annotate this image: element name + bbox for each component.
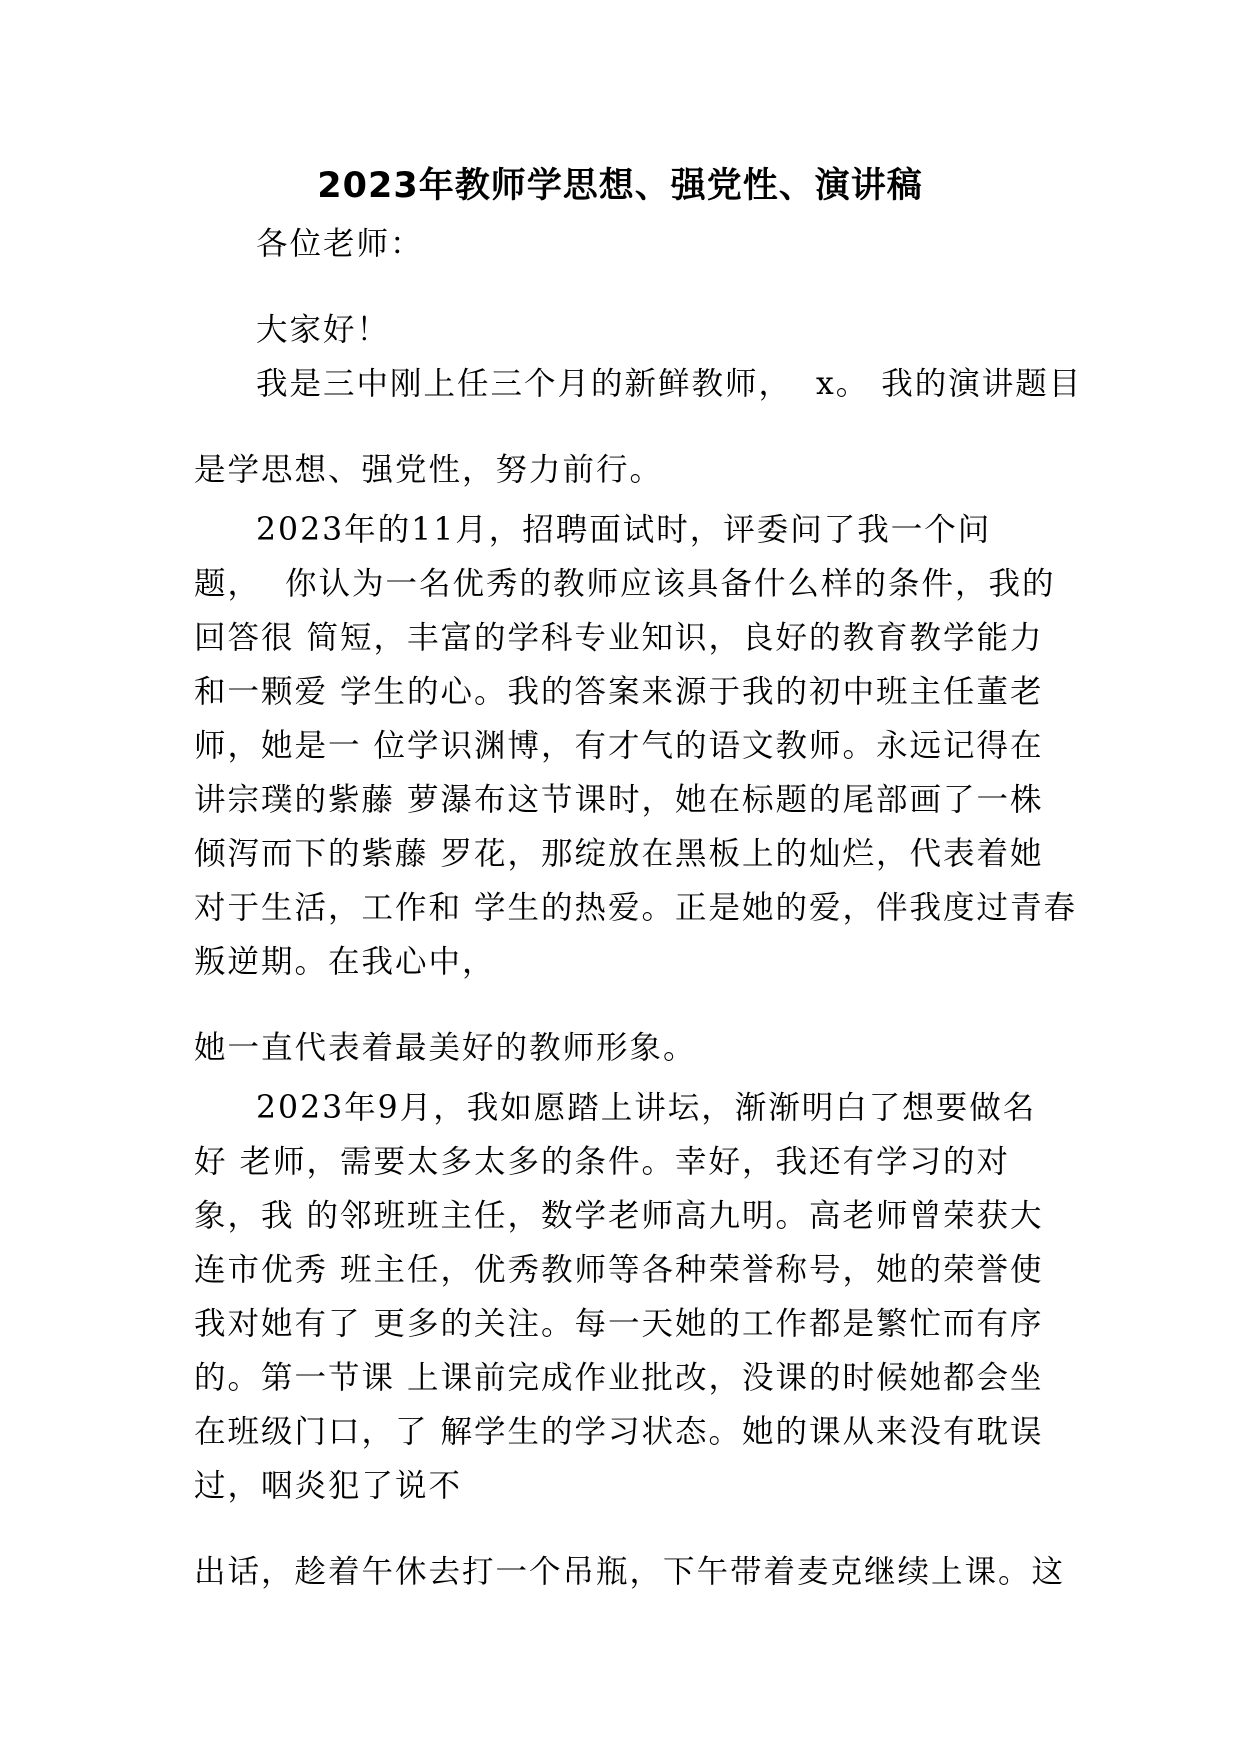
paragraph-line: 2023年的11月，招聘面试时，评委问了我一个问 xyxy=(256,512,992,548)
paragraph-line: 对于生活，工作和 学生的热爱。正是她的爱，伴我度过青春 xyxy=(194,890,1078,926)
paragraph-line: 在班级门口，了 解学生的学习状态。她的课从来没有耽误 xyxy=(194,1414,1044,1450)
paragraph-line: 叛逆期。在我心中， xyxy=(194,944,496,980)
paragraph-line: 过，咽炎犯了说不 xyxy=(194,1468,463,1504)
paragraph-line: 的。第一节课 上课前完成作业批改，没课的时候她都会坐 xyxy=(194,1360,1044,1396)
paragraph-line: 是学思想、强党性，努力前行。 xyxy=(194,452,664,488)
salutation-line: 各位老师： xyxy=(256,226,424,262)
paragraph-line: 讲宗璞的紫藤 萝瀑布这节课时，她在标题的尾部画了一株 xyxy=(194,782,1044,818)
paragraph-line: 象，我 的邻班班主任，数学老师高九明。高老师曾荣获大 xyxy=(194,1198,1044,1234)
paragraph-line: 出话，趁着午休去打一个吊瓶，下午带着麦克继续上课。这 xyxy=(194,1554,1066,1590)
paragraph-line: 和一颗爱 学生的心。我的答案来源于我的初中班主任董老 xyxy=(194,674,1044,710)
paragraph-line: 她一直代表着最美好的教师形象。 xyxy=(194,1030,697,1066)
paragraph-line: 师，她是一 位学识渊博，有才气的语文教师。永远记得在 xyxy=(194,728,1044,764)
paragraph-line: 回答很 简短，丰富的学科专业知识，良好的教育教学能力 xyxy=(194,620,1044,656)
paragraph-line: 连市优秀 班主任，优秀教师等各种荣誉称号，她的荣誉使 xyxy=(194,1252,1044,1288)
paragraph-line: 我是三中刚上任三个月的新鲜教师， x。 我的演讲题目 xyxy=(256,366,1083,402)
paragraph-line: 倾泻而下的紫藤 罗花，那绽放在黑板上的灿烂，代表着她 xyxy=(194,836,1044,872)
paragraph-line: 我对她有了 更多的关注。每一天她的工作都是繁忙而有序 xyxy=(194,1306,1044,1342)
greeting-line: 大家好！ xyxy=(256,312,391,348)
document-title: 2023年教师学思想、强党性、演讲稿 xyxy=(317,166,923,206)
paragraph-line: 2023年9月，我如愿踏上讲坛，渐渐明白了想要做名 xyxy=(256,1090,1037,1126)
paragraph-line: 好 老师，需要太多太多的条件。幸好，我还有学习的对 xyxy=(194,1144,1011,1180)
paragraph-line: 题， 你认为一名优秀的教师应该具备什么样的条件，我的 xyxy=(194,566,1056,602)
